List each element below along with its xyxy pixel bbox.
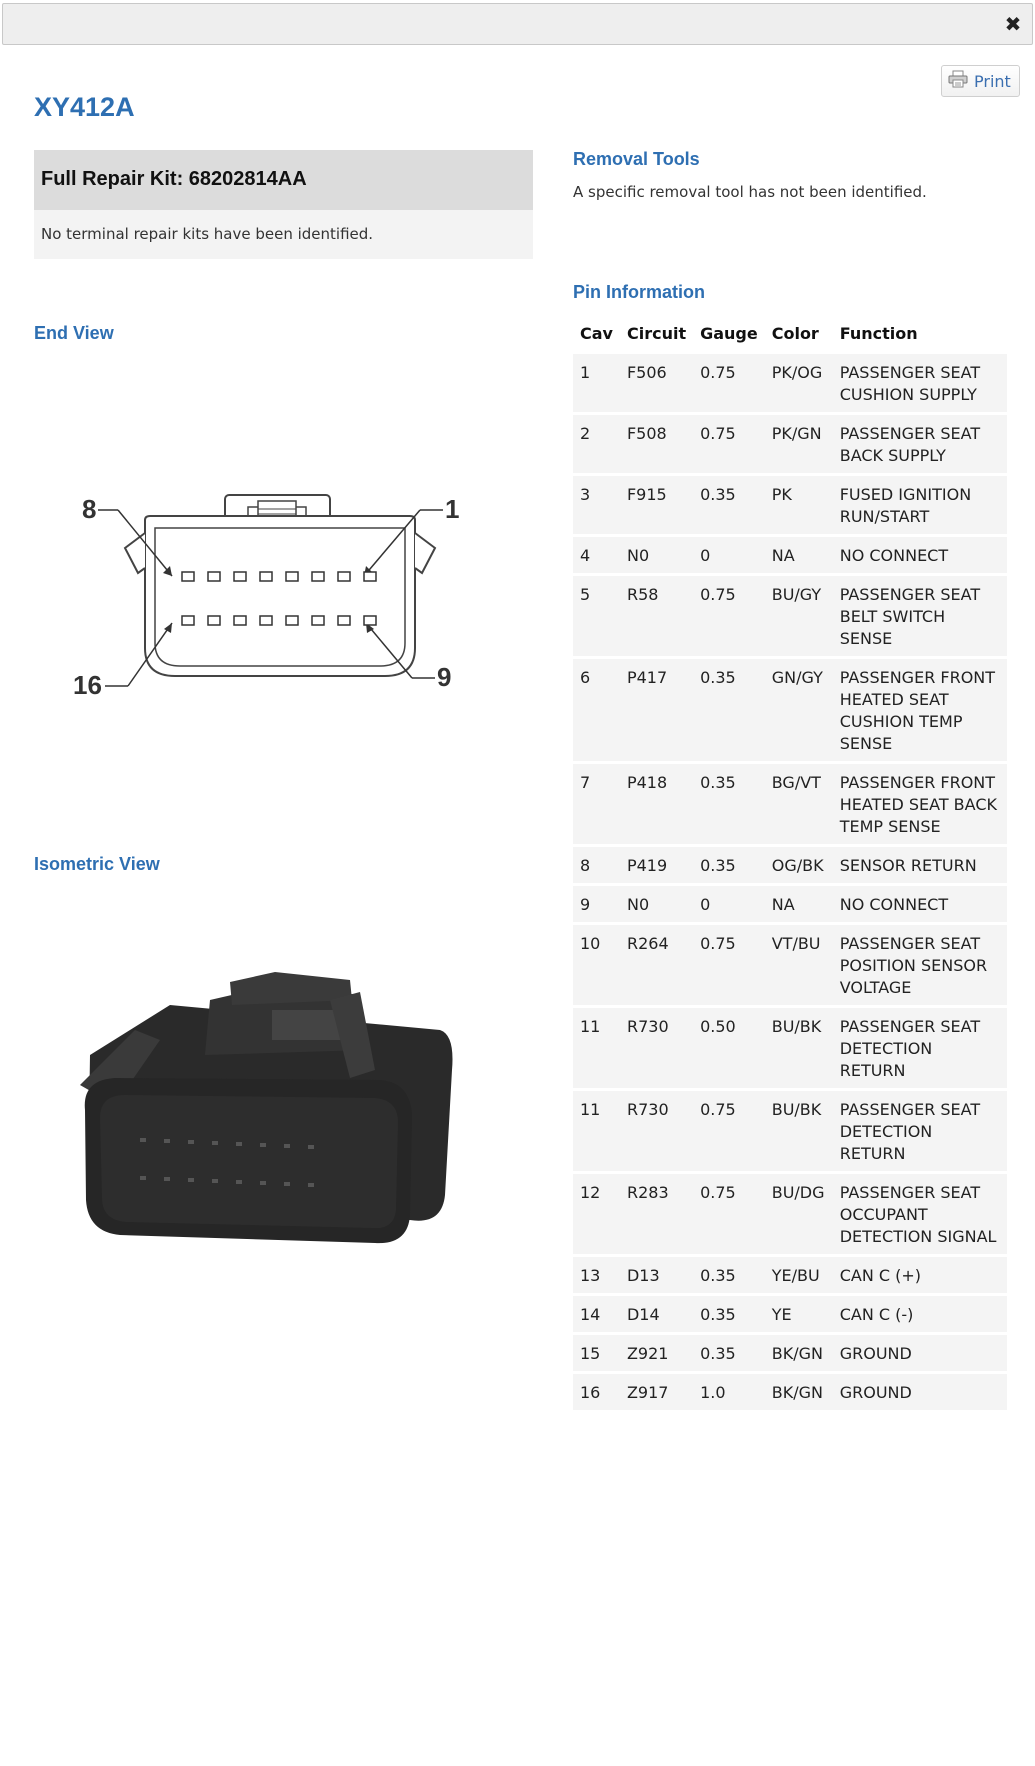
cell-function: SENSOR RETURN <box>833 847 1007 883</box>
cell-circuit: Z921 <box>620 1335 693 1371</box>
cell-cav: 11 <box>573 1091 620 1171</box>
table-row <box>573 659 1007 761</box>
cell-function: PASSENGER SEAT POSITION SENSOR VOLTAGE <box>833 925 1007 1005</box>
cell-cav: 6 <box>573 659 620 761</box>
table-row <box>573 1008 1007 1088</box>
cell-color: GN/GY <box>765 659 833 761</box>
cell-gauge: 0.75 <box>693 354 765 412</box>
cell-cav: 3 <box>573 476 620 534</box>
table-row <box>573 1374 1007 1410</box>
cell-gauge: 0.35 <box>693 1257 765 1293</box>
cell-cav: 13 <box>573 1257 620 1293</box>
table-row <box>573 1091 1007 1171</box>
column-header-color: Color <box>771 324 819 343</box>
cell-cav: 16 <box>573 1374 620 1410</box>
cell-color: OG/BK <box>765 847 833 883</box>
callout-label: 9 <box>437 662 452 692</box>
cell-circuit: Z917 <box>620 1374 693 1410</box>
cell-circuit: R283 <box>620 1174 693 1254</box>
cell-cav: 8 <box>573 847 620 883</box>
modal-title-bar <box>2 3 1033 45</box>
cell-function: NO CONNECT <box>833 537 1007 573</box>
cell-circuit: N0 <box>620 886 693 922</box>
cell-circuit: P417 <box>620 659 693 761</box>
table-row <box>573 764 1007 844</box>
printer-icon <box>948 70 968 92</box>
cell-circuit: F508 <box>620 415 693 473</box>
table-row <box>573 354 1007 412</box>
cell-gauge: 0.75 <box>693 576 765 656</box>
cell-function: PASSENGER FRONT HEATED SEAT BACK TEMP SENSE <box>833 764 1007 844</box>
print-label: Print <box>974 71 1011 91</box>
table-row <box>573 576 1007 656</box>
column-header-circuit: Circuit <box>626 324 687 343</box>
cell-gauge: 0.35 <box>693 1296 765 1332</box>
cell-circuit: F915 <box>620 476 693 534</box>
cell-function: GROUND <box>833 1374 1007 1410</box>
column-header-gauge: Gauge <box>700 324 758 343</box>
cell-cav: 14 <box>573 1296 620 1332</box>
column-header-function: Function <box>839 324 918 343</box>
isometric-view-title: Isometric View <box>34 854 160 874</box>
cell-gauge: 0.35 <box>693 764 765 844</box>
cell-circuit: P418 <box>620 764 693 844</box>
callout-label: 8 <box>82 494 97 524</box>
cell-circuit: R730 <box>620 1091 693 1171</box>
cell-color: NA <box>765 537 833 573</box>
table-row <box>573 886 1007 922</box>
repair-kit-note: No terminal repair kits have been identified. <box>34 210 533 259</box>
cell-function: CAN C (-) <box>833 1296 1007 1332</box>
cell-function: PASSENGER FRONT HEATED SEAT CUSHION TEMP SENSE <box>833 659 1007 761</box>
cell-function: FUSED IGNITION RUN/START <box>833 476 1007 534</box>
pin-information-title: Pin Information <box>573 282 705 302</box>
callout-label: 1 <box>445 494 460 524</box>
cell-cav: 1 <box>573 354 620 412</box>
cell-circuit: D13 <box>620 1257 693 1293</box>
end-view-diagram <box>60 478 480 718</box>
cell-color: YE/BU <box>765 1257 833 1293</box>
isometric-view-image <box>60 960 480 1270</box>
repair-kit-title: Full Repair Kit: 68202814AA <box>34 150 533 210</box>
cell-cav: 4 <box>573 537 620 573</box>
table-row <box>573 537 1007 573</box>
connector-title: XY412A <box>34 92 135 122</box>
cell-gauge: 0.75 <box>693 1091 765 1171</box>
print-button[interactable] <box>941 65 1020 97</box>
cell-gauge: 0.35 <box>693 1335 765 1371</box>
cell-gauge: 0.35 <box>693 847 765 883</box>
cell-color: BU/BK <box>765 1091 833 1171</box>
table-row <box>573 847 1007 883</box>
cell-function: PASSENGER SEAT DETECTION RETURN <box>833 1008 1007 1088</box>
cell-circuit: R264 <box>620 925 693 1005</box>
cell-circuit: P419 <box>620 847 693 883</box>
cell-function: NO CONNECT <box>833 886 1007 922</box>
table-row <box>573 1296 1007 1332</box>
cell-color: BU/BK <box>765 1008 833 1088</box>
cell-cav: 5 <box>573 576 620 656</box>
cell-gauge: 0.35 <box>693 659 765 761</box>
cell-color: PK/OG <box>765 354 833 412</box>
cell-function: CAN C (+) <box>833 1257 1007 1293</box>
cell-color: BG/VT <box>765 764 833 844</box>
cell-function: PASSENGER SEAT OCCUPANT DETECTION SIGNAL <box>833 1174 1007 1254</box>
removal-tools-title: Removal Tools <box>573 149 700 169</box>
cell-cav: 9 <box>573 886 620 922</box>
cell-color: BK/GN <box>765 1374 833 1410</box>
cell-cav: 15 <box>573 1335 620 1371</box>
cell-color: PK <box>765 476 833 534</box>
cell-gauge: 0.75 <box>693 415 765 473</box>
cell-circuit: R58 <box>620 576 693 656</box>
table-row <box>573 1335 1007 1371</box>
table-row <box>573 1257 1007 1293</box>
pin-information-table <box>573 317 1007 1413</box>
cell-circuit: D14 <box>620 1296 693 1332</box>
cell-gauge: 1.0 <box>693 1374 765 1410</box>
cell-function: PASSENGER SEAT BACK SUPPLY <box>833 415 1007 473</box>
cell-function: GROUND <box>833 1335 1007 1371</box>
cell-cav: 10 <box>573 925 620 1005</box>
cell-gauge: 0 <box>693 886 765 922</box>
cell-color: YE <box>765 1296 833 1332</box>
cell-cav: 12 <box>573 1174 620 1254</box>
column-header-cav: Cav <box>580 324 613 343</box>
close-icon[interactable]: ✖ <box>1004 12 1022 36</box>
table-row <box>573 415 1007 473</box>
cell-circuit: N0 <box>620 537 693 573</box>
cell-function: PASSENGER SEAT DETECTION RETURN <box>833 1091 1007 1171</box>
cell-gauge: 0.75 <box>693 1174 765 1254</box>
cell-color: BK/GN <box>765 1335 833 1371</box>
removal-tools-text: A specific removal tool has not been identified. <box>573 183 927 201</box>
cell-circuit: R730 <box>620 1008 693 1088</box>
cell-function: PASSENGER SEAT CUSHION SUPPLY <box>833 354 1007 412</box>
cell-cav: 7 <box>573 764 620 844</box>
callout-label: 16 <box>73 670 102 700</box>
table-row <box>573 476 1007 534</box>
cell-cav: 2 <box>573 415 620 473</box>
end-view-title: End View <box>34 323 114 343</box>
cell-gauge: 0 <box>693 537 765 573</box>
cell-color: BU/DG <box>765 1174 833 1254</box>
cell-color: PK/GN <box>765 415 833 473</box>
cell-color: BU/GY <box>765 576 833 656</box>
cell-gauge: 0.50 <box>693 1008 765 1088</box>
cell-color: NA <box>765 886 833 922</box>
cell-gauge: 0.35 <box>693 476 765 534</box>
repair-kit-panel <box>34 150 533 259</box>
table-row <box>573 925 1007 1005</box>
cell-color: VT/BU <box>765 925 833 1005</box>
cell-function: PASSENGER SEAT BELT SWITCH SENSE <box>833 576 1007 656</box>
cell-cav: 11 <box>573 1008 620 1088</box>
table-header-row <box>573 320 1007 351</box>
table-row <box>573 1174 1007 1254</box>
cell-circuit: F506 <box>620 354 693 412</box>
cell-gauge: 0.75 <box>693 925 765 1005</box>
